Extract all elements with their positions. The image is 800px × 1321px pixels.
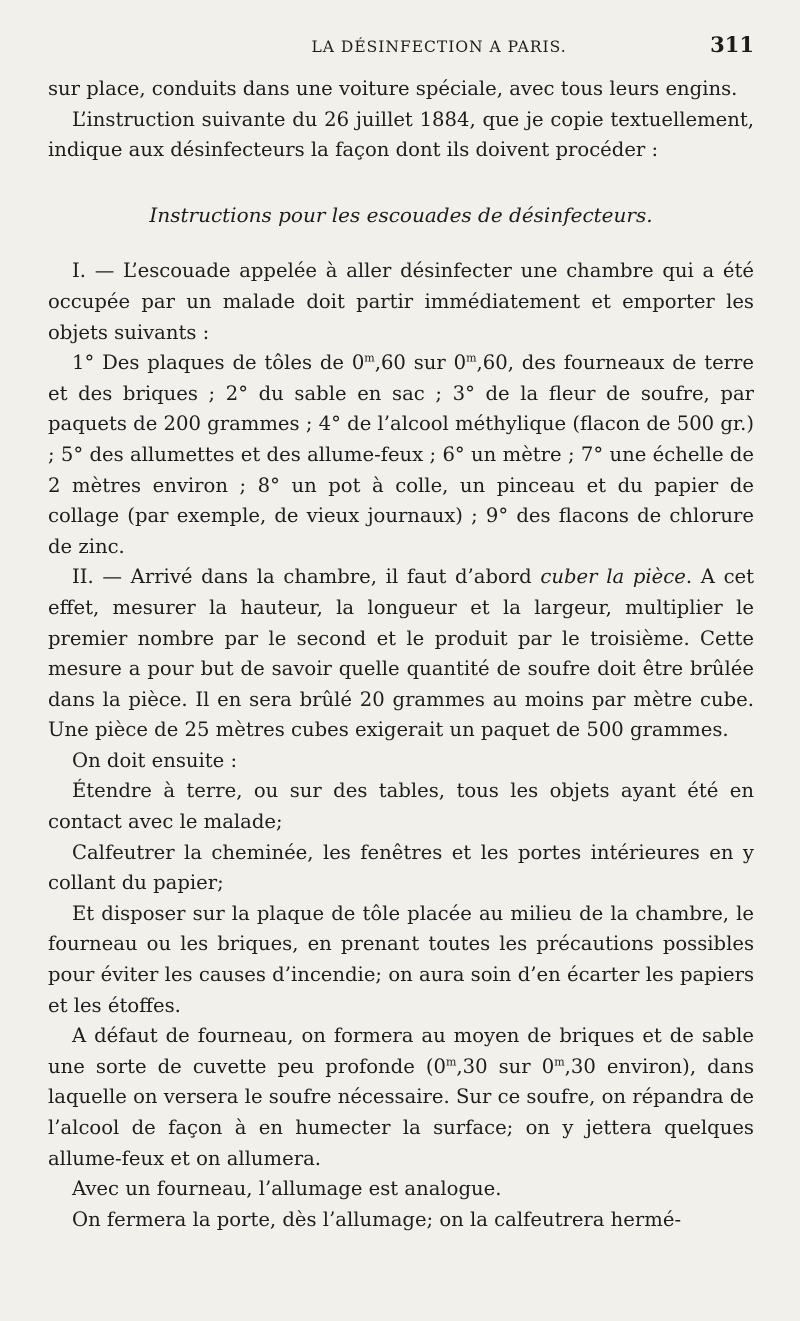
unit-superscript: m	[364, 351, 375, 365]
paragraph-fallback	[48, 1021, 754, 1174]
text-run: ,30 sur 0	[456, 1054, 555, 1078]
paragraph: Avec un fourneau, l’allumage est analogue.	[72, 1177, 502, 1201]
italic-phrase: cuber la pièce	[540, 565, 686, 589]
paragraph-step: On doit ensuite :	[72, 748, 238, 772]
paragraph-section-2	[48, 562, 754, 746]
text-run: II. — Arrivé dans la chambre, il faut d’abord	[72, 565, 541, 589]
text-run: ,60 sur 0	[374, 351, 467, 375]
paragraph: On fermera la porte, dès l’allumage; on la calfeutrera hermé-	[72, 1207, 682, 1231]
text-run: 1° Des plaques de tôles de 0	[72, 351, 365, 375]
text-run: ,30 environ), dans laquelle on versera le soufre nécessaire. Sur ce soufre, on répandra de l’alcool de façon à en humecter la surface; on y jettera quelques allume-feux et on allumera.	[48, 1054, 754, 1170]
body-text	[48, 74, 754, 1235]
text-run: A défaut de fourneau, on formera au moyen de briques et de sable une sorte de cuvette peu profonde (0	[48, 1024, 754, 1078]
unit-superscript: m	[445, 1055, 457, 1069]
paragraph: sur place, conduits dans une voiture spéciale, avec tous leurs engins.	[48, 77, 738, 100]
text-run: ,60, des fourneaux de terre et des briques ; 2° du sable en sac ; 3° de la fleur de soufre, par paquets de 200 grammes ; 4° de l’alcool méthylique (flacon de 500 gr.) ; 5° des allumettes et des allume-feux ; 6° un mètre ; 7° une échelle de 2 mètres environ ; 8° un pot à colle, un pinceau et du papier de collage (par exemple, de vieux journaux) ; 9° des flacons de chlorure de zinc.	[48, 351, 755, 558]
section-heading: Instructions pour les escouades de désinfecteurs.	[149, 202, 653, 227]
page-header	[48, 32, 754, 74]
running-head: LA DÉSINFECTION A PARIS.	[311, 38, 567, 56]
unit-superscript: m	[554, 1055, 565, 1069]
paragraph-step: Calfeutrer la cheminée, les fenêtres et les portes intérieures en y collant du papier;	[48, 840, 754, 895]
paragraph-section-1: I. — L’escouade appelée à aller désinfecter une chambre qui a été occupée par un malade doit partir immédiatement et emporter les objets suivants :	[48, 259, 754, 344]
text-run: . A cet effet, mesurer la hauteur, la longueur et la largeur, multiplier le premier nombre par le second et le produit par le troisième. Cette mesure a pour but de savoir quelle quantité de soufre doit être brûlée dans la pièce. Il en sera brûlé 20 grammes au moins par mètre cube. Une pièce de 25 mètres cubes exigerait un paquet de 500 grammes.	[48, 565, 755, 742]
paragraph-equipment-list	[48, 348, 754, 562]
page-number: 311	[710, 32, 754, 57]
paragraph-step: Étendre à terre, ou sur des tables, tous les objets ayant été en contact avec le malade;	[48, 779, 754, 834]
paragraph-step: Et disposer sur la plaque de tôle placée au milieu de la chambre, le fourneau ou les briques, en prenant toutes les précautions possibles pour éviter les causes d’incendie; on aura soin d’en écarter les papiers et les étoffes.	[48, 901, 754, 1017]
paragraph: L’instruction suivante du 26 juillet 1884, que je copie textuellement, indique aux désinfecteurs la façon dont ils doivent procéder :	[48, 107, 754, 162]
unit-superscript: m	[466, 351, 477, 365]
